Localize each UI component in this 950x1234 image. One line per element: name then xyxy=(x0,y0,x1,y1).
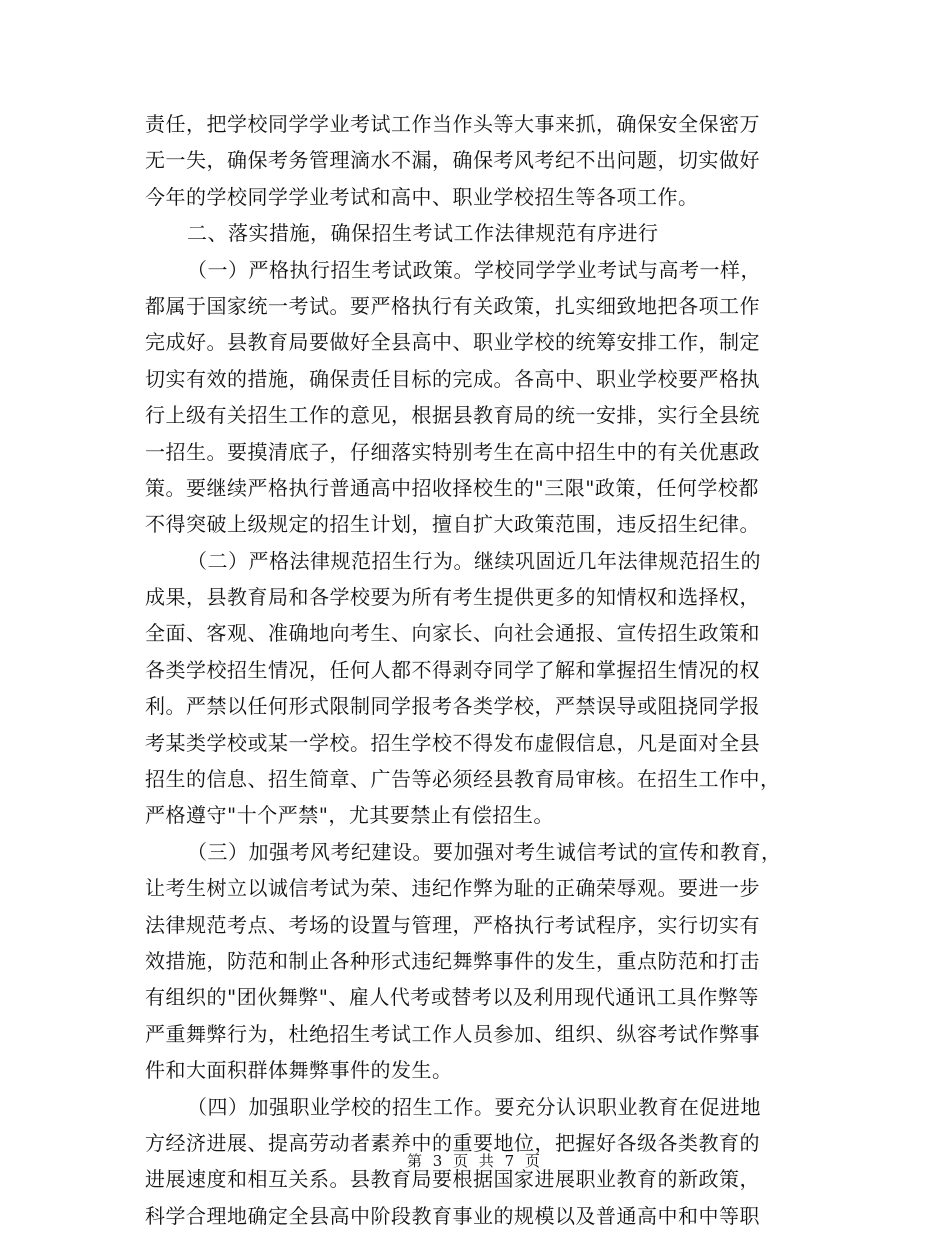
text-line: 让考生树立以诚信考试为荣、违纪作弊为耻的正确荣辱观。要进一步 xyxy=(145,876,760,901)
text-line: 今年的学校同学学业考试和高中、职业学校招生等各项工作。 xyxy=(145,184,699,209)
text-line: 切实有效的措施，确保责任目标的完成。各高中、职业学校要严格执 xyxy=(145,366,760,391)
text-line: 科学合理地确定全县高中阶段教育事业的规模以及普通高中和中等职 xyxy=(145,1203,760,1228)
text-line: （三）加强考风考纪建设。要加强对考生诚信考试的宣传和教育， xyxy=(187,839,782,864)
text-line: 有组织的"团伙舞弊"、雇人代考或替考以及利用现代通讯工具作弊等 xyxy=(145,985,759,1010)
text-line: 效措施，防范和制止各种形式违纪舞弊事件的发生，重点防范和打击 xyxy=(145,948,760,973)
text-line: 责任，把学校同学学业考试工作当作头等大事来抓，确保安全保密万 xyxy=(145,112,760,136)
text-line: 一招生。要摸清底子，仔细落实特别考生在高中招生中的有关优惠政 xyxy=(145,439,760,464)
text-line: 不得突破上级规定的招生计划，擅自扩大政策范围，违反招生纪律。 xyxy=(145,512,760,537)
text-line: 行上级有关招生工作的意见，根据县教育局的统一安排，实行全县统 xyxy=(145,403,760,428)
text-line: 策。要继续严格执行普通高中招收择校生的"三限"政策，任何学校都 xyxy=(145,475,759,500)
text-line: 件和大面积群体舞弊事件的发生。 xyxy=(145,1058,453,1083)
text-line: 全面、客观、准确地向考生、向家长、向社会通报、宣传招生政策和 xyxy=(145,621,760,646)
text-line: 招生的信息、招生简章、广告等必须经县教育局审核。在招生工作中， xyxy=(145,767,781,792)
text-line: （一）严格执行招生考试政策。学校同学学业考试与高考一样， xyxy=(187,257,761,282)
text-line: 利。严禁以任何形式限制同学报考各类学校，严禁误导或阻挠同学报 xyxy=(145,694,760,719)
text-line: 严格遵守"十个严禁"，尤其要禁止有偿招生。 xyxy=(145,803,554,828)
text-line: （二）严格法律规范招生行为。继续巩固近几年法律规范招生的 xyxy=(187,548,761,573)
text-line: 严重舞弊行为，杜绝招生考试工作人员参加、组织、纵容考试作弊事 xyxy=(145,1021,760,1046)
section-heading: 二、落实措施，确保招生考试工作法律规范有序进行 xyxy=(187,221,659,246)
text-line: 无一失，确保考务管理滴水不漏，确保考风考纪不出问题，切实做好 xyxy=(145,148,760,173)
body-text xyxy=(145,106,805,1234)
text-line: 都属于国家统一考试。要严格执行有关政策，扎实细致地把各项工作 xyxy=(145,293,760,318)
text-line: 成果，县教育局和各学校要为所有考生提供更多的知情权和选择权， xyxy=(145,585,760,610)
page-footer: 第 3 页 共 7 页 xyxy=(407,1152,543,1170)
text-line: 各类学校招生情况，任何人都不得剥夺同学了解和掌握招生情况的权 xyxy=(145,657,760,682)
text-line: （四）加强职业学校的招生工作。要充分认识职业教育在促进地 xyxy=(187,1094,761,1119)
text-line: 法律规范考点、考场的设置与管理，严格执行考试程序，实行切实有 xyxy=(145,912,760,937)
text-line: 进展速度和相互关系。县教育局要根据国家进展职业教育的新政策， xyxy=(145,1167,760,1192)
text-line: 完成好。县教育局要做好全县高中、职业学校的统筹安排工作，制定 xyxy=(145,330,760,355)
text-line: 考某类学校或某一学校。招生学校不得发布虚假信息，凡是面对全县 xyxy=(145,730,760,755)
text-line: 方经济进展、提高劳动者素养中的重要地位，把握好各级各类教育的 xyxy=(145,1130,760,1155)
